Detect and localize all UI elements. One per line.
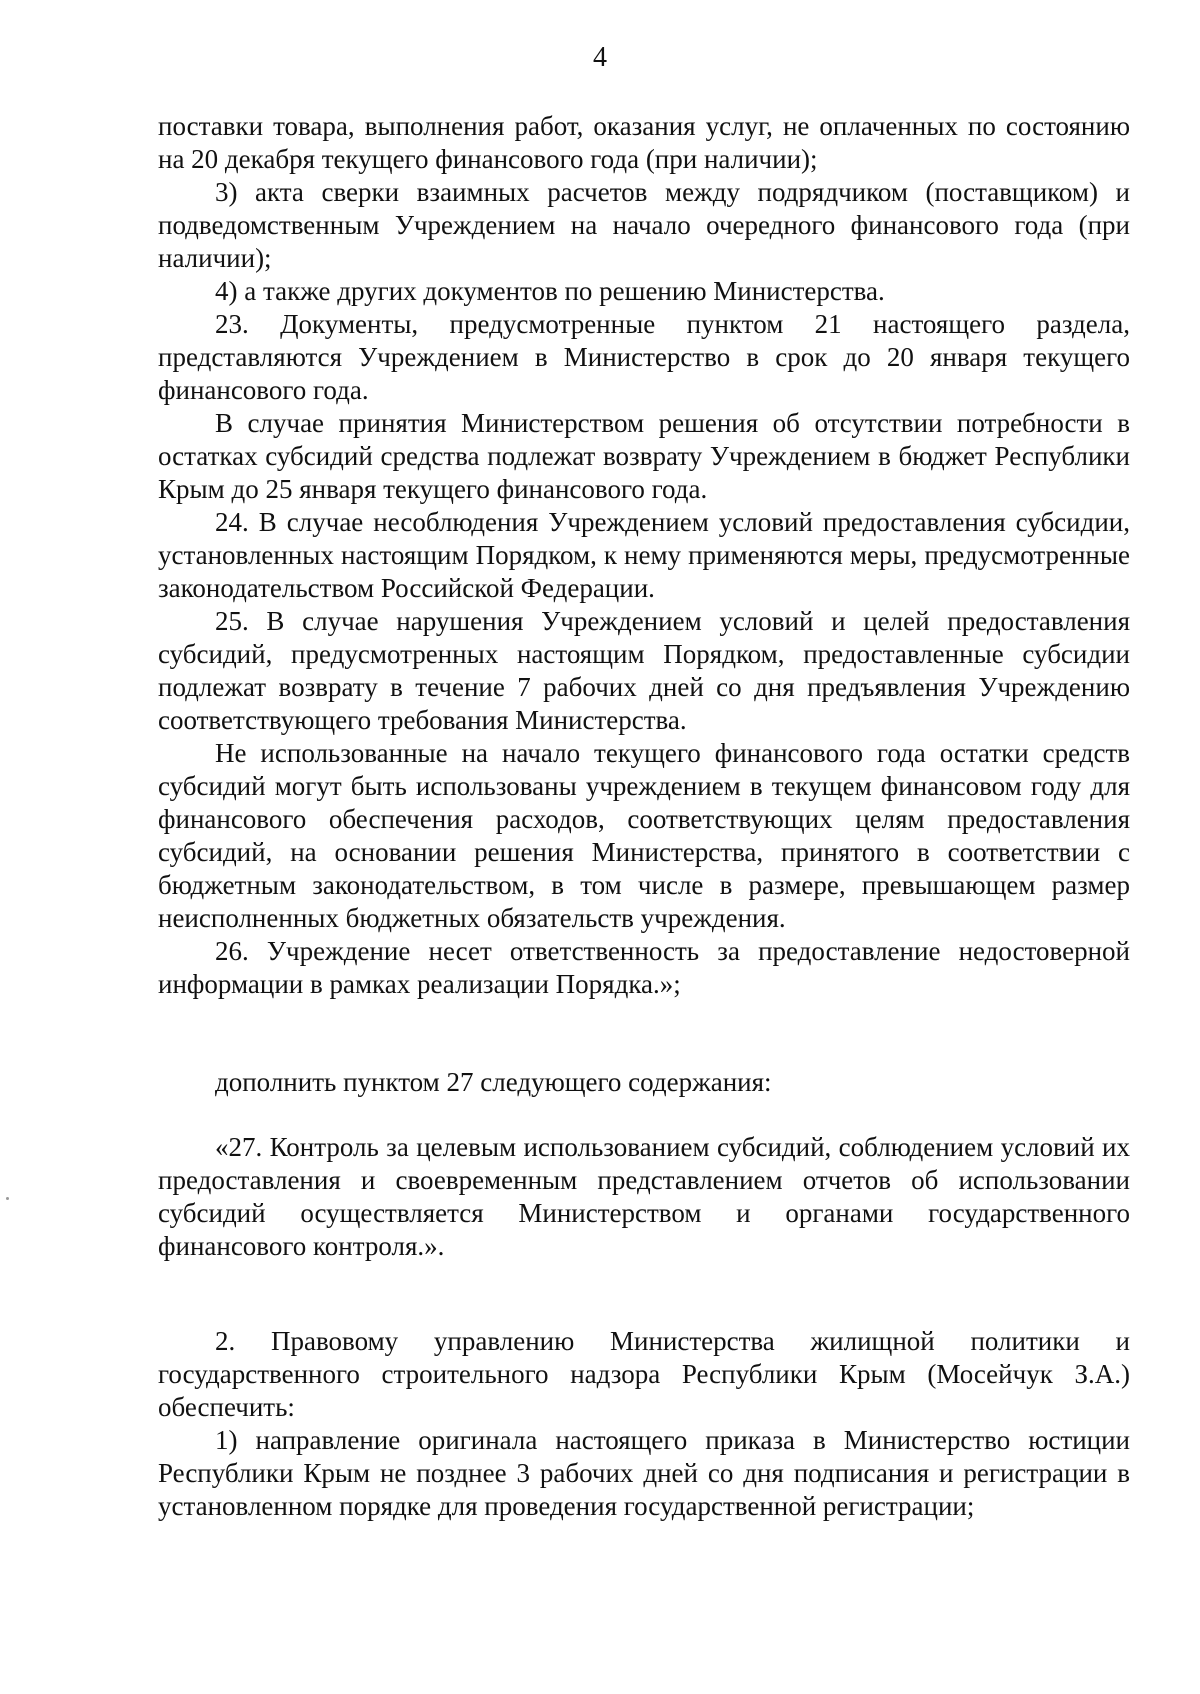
paragraph-27: «27. Контроль за целевым использованием субсидий, соблюдением условий их предоставления и своевременным представлением отчетов об использовании субсидий осуществляется Министерством и органами государственного финансового контроля.». xyxy=(158,1132,1130,1261)
page-number: 4 xyxy=(593,42,607,73)
paragraph-continuation: поставки товара, выполнения работ, оказания услуг, не оплаченных по состоянию на 20 декабря текущего финансового года (при наличии); xyxy=(158,111,1130,174)
section-2-item-1: 1) направление оригинала настоящего приказа в Министерство юстиции Республики Крым не позднее 3 рабочих дней со дня подписания и регистрации в установленном порядке для проведения государственной регистрации; xyxy=(158,1425,1130,1521)
amendment-intro-block xyxy=(158,1066,1130,1099)
scan-artifact xyxy=(6,1197,9,1200)
paragraph-24: 24. В случае несоблюдения Учреждением условий предоставления субсидии, установленных настоящим Порядком, к нему применяются меры, предусмотренные законодательством Российской Федерации. xyxy=(158,507,1130,603)
paragraph-23-cont: В случае принятия Министерством решения об отсутствии потребности в остатках субсидий средства подлежат возврату Учреждением в бюджет Республики Крым до 25 января текущего финансового года. xyxy=(158,408,1130,504)
paragraph-27-block xyxy=(158,1131,1130,1263)
paragraph-26: 26. Учреждение несет ответственность за предоставление недостоверной информации в рамках реализации Порядка.»; xyxy=(158,936,1130,999)
section-2-block xyxy=(158,1325,1130,1523)
paragraph-23: 23. Документы, предусмотренные пунктом 21 настоящего раздела, представляются Учреждением в Министерство в срок до 20 января текущего финансового года. xyxy=(158,309,1130,405)
paragraph-item-4: 4) а также других документов по решению Министерства. xyxy=(215,276,885,306)
paragraph-25-cont: Не использованные на начало текущего финансового года остатки средств субсидий могут быть использованы учреждением в текущем финансовом году для финансового обеспечения расходов, соответствующих целям предоставления субсидий, на основании решения Министерства, принятого в соответствии с бюджетным законодательством, в том числе в размере, превышающем размер неисполненных бюджетных обязательств учреждения. xyxy=(158,738,1130,933)
main-text-block xyxy=(158,110,1130,1001)
amendment-intro: дополнить пунктом 27 следующего содержания: xyxy=(215,1067,772,1097)
paragraph-25: 25. В случае нарушения Учреждением условий и целей предоставления субсидий, предусмотренных настоящим Порядком, предоставленные субсидии подлежат возврату в течение 7 рабочих дней со дня предъявления Учреждению соответствующего требования Министерства. xyxy=(158,606,1130,735)
section-2-paragraph: 2. Правовому управлению Министерства жилищной политики и государственного строительного надзора Республики Крым (Мосейчук З.А.) обеспечить: xyxy=(158,1326,1130,1422)
paragraph-item-3: 3) акта сверки взаимных расчетов между подрядчиком (поставщиком) и подведомственным Учреждением на начало очередного финансового года (при наличии); xyxy=(158,177,1130,273)
